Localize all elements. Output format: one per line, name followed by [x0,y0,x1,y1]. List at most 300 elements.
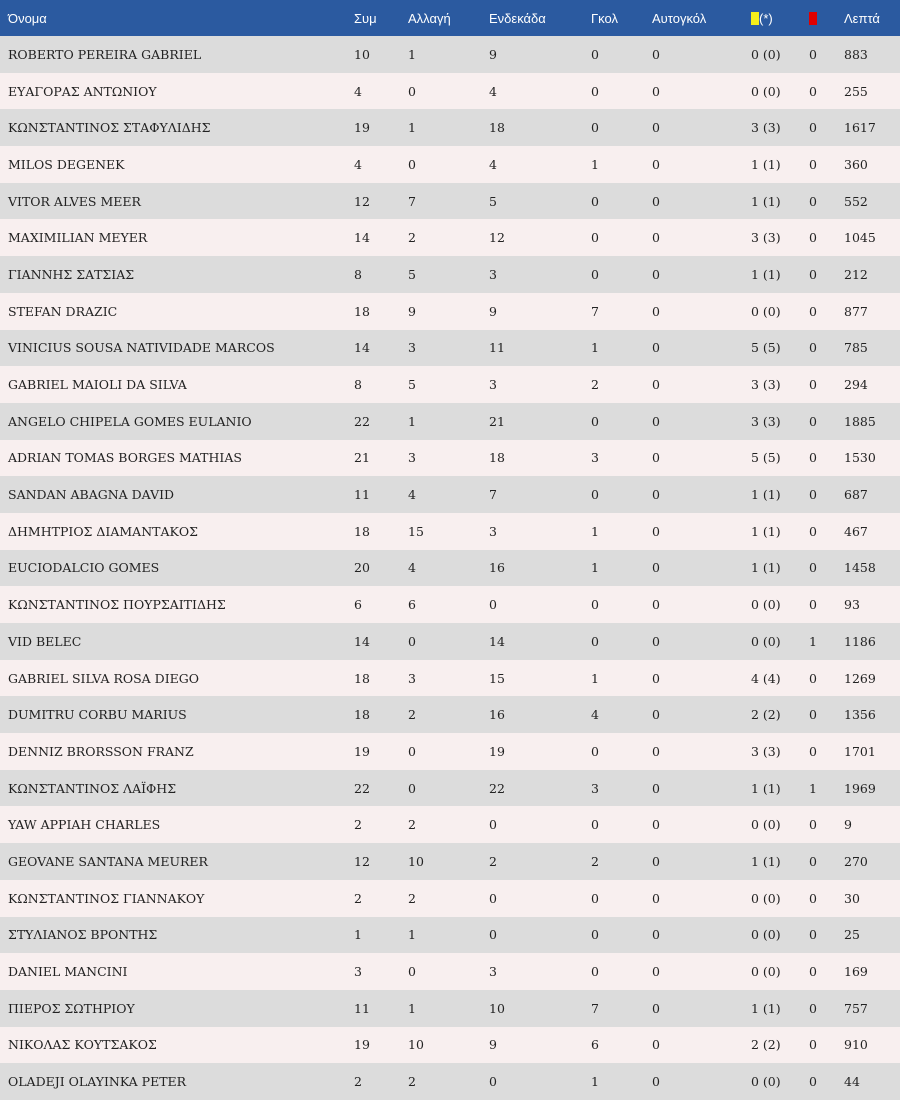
red-cards-cell: 0 [809,303,817,319]
yellow-cards-cell: 0 (0) [751,46,781,62]
yellow-cards-cell: 3 (3) [751,120,781,136]
player-name-cell[interactable]: EUCIODALCIO GOMES [8,560,160,576]
yellow-cards-cell: 0 (0) [751,1074,781,1090]
table-row [0,440,900,477]
goals-cell: 0 [591,120,599,136]
table-row [0,403,900,440]
starting-appearances-cell: 9 [489,303,497,319]
own-goals-cell: 0 [652,670,660,686]
appearances-cell: 19 [354,743,370,759]
starting-appearances-cell: 5 [489,193,497,209]
minutes-cell: 44 [844,1074,860,1090]
player-name-cell[interactable]: ANGELO CHIPELA GOMES EULANIO [8,413,252,429]
appearances-cell: 22 [354,413,370,429]
table-row [0,1063,900,1100]
goals-cell: 2 [591,853,599,869]
substitute-appearances-cell: 3 [408,340,416,356]
substitute-appearances-cell: 0 [408,743,416,759]
own-goals-cell: 0 [652,853,660,869]
red-card-icon [809,12,817,25]
own-goals-cell: 0 [652,743,660,759]
goals-cell: 0 [591,46,599,62]
starting-appearances-cell: 2 [489,853,497,869]
appearances-cell: 11 [354,1000,370,1016]
appearances-cell: 6 [354,597,362,613]
minutes-cell: 93 [844,597,860,613]
table-row [0,733,900,770]
goals-cell: 0 [591,597,599,613]
yellow-cards-cell: 3 (3) [751,377,781,393]
red-cards-cell: 0 [809,853,817,869]
header-substitute[interactable]: Αλλαγή [408,10,451,26]
header-starting[interactable]: Ενδεκάδα [489,10,546,26]
player-name-cell[interactable]: ΝΙΚΟΛΑΣ ΚΟΥΤΣΑΚΟΣ [8,1037,157,1053]
starting-appearances-cell: 0 [489,1074,497,1090]
minutes-cell: 757 [844,1000,868,1016]
yellow-cards-cell: 1 (1) [751,487,781,503]
substitute-appearances-cell: 1 [408,1000,416,1016]
yellow-cards-cell: 3 (3) [751,413,781,429]
player-name-cell[interactable]: ADRIAN TOMAS BORGES MATHIAS [8,450,242,466]
starting-appearances-cell: 12 [489,230,505,246]
goals-cell: 3 [591,780,599,796]
red-cards-cell: 0 [809,46,817,62]
table-row [0,586,900,623]
minutes-cell: 255 [844,83,868,99]
yellow-cards-cell: 1 (1) [751,156,781,172]
appearances-cell: 3 [354,964,362,980]
table-row [0,109,900,146]
red-cards-cell: 0 [809,1037,817,1053]
substitute-appearances-cell: 10 [408,1037,424,1053]
substitute-appearances-cell: 0 [408,964,416,980]
player-name-cell[interactable]: MILOS DEGENEK [8,156,125,172]
own-goals-cell: 0 [652,890,660,906]
own-goals-cell: 0 [652,927,660,943]
starting-appearances-cell: 4 [489,156,497,172]
red-cards-cell: 0 [809,927,817,943]
yellow-cards-cell: 2 (2) [751,1037,781,1053]
player-name-cell[interactable]: GABRIEL MAIOLI DA SILVA [8,377,187,393]
substitute-appearances-cell: 2 [408,707,416,723]
appearances-cell: 4 [354,156,362,172]
minutes-cell: 687 [844,487,868,503]
own-goals-cell: 0 [652,413,660,429]
table-header-row [0,0,900,36]
starting-appearances-cell: 9 [489,46,497,62]
substitute-appearances-cell: 2 [408,1074,416,1090]
table-row [0,880,900,917]
appearances-cell: 20 [354,560,370,576]
own-goals-cell: 0 [652,340,660,356]
substitute-appearances-cell: 1 [408,927,416,943]
starting-appearances-cell: 3 [489,266,497,282]
minutes-cell: 877 [844,303,868,319]
goals-cell: 0 [591,890,599,906]
substitute-appearances-cell: 0 [408,780,416,796]
table-row [0,917,900,954]
yellow-cards-cell: 0 (0) [751,817,781,833]
own-goals-cell: 0 [652,193,660,209]
header-minutes[interactable]: Λεπτά [844,10,880,26]
goals-cell: 1 [591,156,599,172]
player-name-cell[interactable]: ΕΥΑΓΟΡΑΣ ΑΝΤΩΝΙΟΥ [8,83,157,99]
player-name-cell[interactable]: YAW APPIAH CHARLES [8,817,161,833]
starting-appearances-cell: 3 [489,964,497,980]
table-row [0,293,900,330]
header-red-cards[interactable] [809,0,844,36]
own-goals-cell: 0 [652,46,660,62]
own-goals-cell: 0 [652,377,660,393]
red-cards-cell: 0 [809,230,817,246]
yellow-cards-cell: 0 (0) [751,303,781,319]
header-yellow-cards[interactable] [751,0,809,36]
starting-appearances-cell: 10 [489,1000,505,1016]
yellow-cards-cell: 1 (1) [751,853,781,869]
table-row [0,990,900,1027]
red-cards-cell: 0 [809,743,817,759]
own-goals-cell: 0 [652,266,660,282]
starting-appearances-cell: 19 [489,743,505,759]
goals-cell: 3 [591,450,599,466]
minutes-cell: 1885 [844,413,876,429]
yellow-cards-cell: 3 (3) [751,743,781,759]
yellow-cards-cell: 1 (1) [751,1000,781,1016]
yellow-cards-cell: 1 (1) [751,266,781,282]
appearances-cell: 19 [354,1037,370,1053]
substitute-appearances-cell: 4 [408,487,416,503]
substitute-appearances-cell: 1 [408,413,416,429]
starting-appearances-cell: 3 [489,377,497,393]
minutes-cell: 169 [844,964,868,980]
starting-appearances-cell: 18 [489,120,505,136]
red-cards-cell: 0 [809,266,817,282]
substitute-appearances-cell: 15 [408,523,424,539]
red-cards-cell: 1 [809,780,817,796]
own-goals-cell: 0 [652,817,660,833]
player-name-cell[interactable]: ΚΩΝΣΤΑΝΤΙΝΟΣ ΣΤΑΦΥΛΙΔΗΣ [8,120,211,136]
yellow-cards-cell: 5 (5) [751,450,781,466]
own-goals-cell: 0 [652,1037,660,1053]
minutes-cell: 1186 [844,633,876,649]
minutes-cell: 360 [844,156,868,172]
yellow-cards-cell: 3 (3) [751,230,781,246]
header-own-goals[interactable]: Αυτογκόλ [652,10,707,26]
goals-cell: 0 [591,266,599,282]
table-row [0,73,900,110]
appearances-cell: 8 [354,377,362,393]
appearances-cell: 22 [354,780,370,796]
player-name-cell[interactable]: GEOVANE SANTANA MEURER [8,853,208,869]
substitute-appearances-cell: 0 [408,156,416,172]
appearances-cell: 4 [354,83,362,99]
goals-cell: 4 [591,707,599,723]
yellow-cards-cell: 1 (1) [751,523,781,539]
appearances-cell: 18 [354,523,370,539]
own-goals-cell: 0 [652,523,660,539]
red-cards-cell: 0 [809,120,817,136]
header-appearances[interactable]: Συμ [354,10,377,26]
starting-appearances-cell: 3 [489,523,497,539]
player-name-cell[interactable]: DUMITRU CORBU MARIUS [8,707,187,723]
table-row [0,146,900,183]
player-name-cell[interactable]: ROBERTO PEREIRA GABRIEL [8,46,202,62]
own-goals-cell: 0 [652,707,660,723]
appearances-cell: 14 [354,230,370,246]
player-name-cell[interactable]: ΔΗΜΗΤΡΙΟΣ ΔΙΑΜΑΝΤΑΚΟΣ [8,523,198,539]
goals-cell: 0 [591,633,599,649]
yellow-cards-cell: 0 (0) [751,964,781,980]
header-goals[interactable]: Γκολ [591,10,618,26]
red-cards-cell: 0 [809,707,817,723]
player-name-cell[interactable]: GABRIEL SILVA ROSA DIEGO [8,670,199,686]
appearances-cell: 21 [354,450,370,466]
starting-appearances-cell: 14 [489,633,505,649]
substitute-appearances-cell: 0 [408,83,416,99]
player-name-cell[interactable]: MAXIMILIAN MEYER [8,230,148,246]
substitute-appearances-cell: 7 [408,193,416,209]
starting-appearances-cell: 4 [489,83,497,99]
substitute-appearances-cell: 2 [408,230,416,246]
goals-cell: 1 [591,560,599,576]
player-name-cell[interactable]: ΠΙΕΡΟΣ ΣΩΤΗΡΙΟΥ [8,1000,135,1016]
player-name-cell[interactable]: VITOR ALVES MEER [8,193,141,209]
goals-cell: 1 [591,670,599,686]
red-cards-cell: 0 [809,340,817,356]
appearances-cell: 18 [354,303,370,319]
minutes-cell: 552 [844,193,868,209]
table-row [0,953,900,990]
player-name-cell[interactable]: VINICIUS SOUSA NATIVIDADE MARCOS [8,340,275,356]
minutes-cell: 883 [844,46,868,62]
goals-cell: 7 [591,1000,599,1016]
player-name-cell[interactable]: ΣΤΥΛΙΑΝΟΣ ΒΡΟΝΤΗΣ [8,927,158,943]
red-cards-cell: 0 [809,413,817,429]
substitute-appearances-cell: 3 [408,670,416,686]
goals-cell: 0 [591,193,599,209]
starting-appearances-cell: 16 [489,560,505,576]
minutes-cell: 25 [844,927,860,943]
substitute-appearances-cell: 0 [408,633,416,649]
appearances-cell: 19 [354,120,370,136]
goals-cell: 0 [591,83,599,99]
starting-appearances-cell: 22 [489,780,505,796]
table-row [0,366,900,403]
red-cards-cell: 0 [809,964,817,980]
table-row [0,183,900,220]
starting-appearances-cell: 0 [489,597,497,613]
player-name-cell[interactable]: DANIEL MANCINI [8,964,128,980]
minutes-cell: 1617 [844,120,876,136]
appearances-cell: 2 [354,1074,362,1090]
appearances-cell: 8 [354,266,362,282]
own-goals-cell: 0 [652,1000,660,1016]
goals-cell: 0 [591,230,599,246]
own-goals-cell: 0 [652,1074,660,1090]
goals-cell: 0 [591,743,599,759]
own-goals-cell: 0 [652,560,660,576]
appearances-cell: 12 [354,193,370,209]
substitute-appearances-cell: 2 [408,890,416,906]
table-row [0,550,900,587]
starting-appearances-cell: 11 [489,340,505,356]
starting-appearances-cell: 0 [489,927,497,943]
header-yellow-suffix: (*) [759,10,773,26]
goals-cell: 0 [591,413,599,429]
red-cards-cell: 0 [809,193,817,209]
red-cards-cell: 0 [809,1000,817,1016]
appearances-cell: 2 [354,890,362,906]
minutes-cell: 1701 [844,743,876,759]
yellow-cards-cell: 0 (0) [751,927,781,943]
goals-cell: 0 [591,487,599,503]
red-cards-cell: 0 [809,156,817,172]
goals-cell: 0 [591,964,599,980]
table-row [0,1027,900,1064]
player-name-cell[interactable]: ΚΩΝΣΤΑΝΤΙΝΟΣ ΠΟΥΡΣΑΙΤΙΔΗΣ [8,597,226,613]
own-goals-cell: 0 [652,964,660,980]
table-row [0,623,900,660]
minutes-cell: 910 [844,1037,868,1053]
own-goals-cell: 0 [652,487,660,503]
substitute-appearances-cell: 2 [408,817,416,833]
player-name-cell[interactable]: STEFAN DRAZIC [8,303,118,319]
yellow-cards-cell: 0 (0) [751,633,781,649]
yellow-cards-cell: 0 (0) [751,890,781,906]
appearances-cell: 11 [354,487,370,503]
starting-appearances-cell: 15 [489,670,505,686]
substitute-appearances-cell: 10 [408,853,424,869]
table-row [0,843,900,880]
table-row [0,513,900,550]
goals-cell: 2 [591,377,599,393]
player-name-cell[interactable]: OLADEJI OLAYINKA PETER [8,1074,187,1090]
substitute-appearances-cell: 9 [408,303,416,319]
yellow-cards-cell: 0 (0) [751,83,781,99]
substitute-appearances-cell: 3 [408,450,416,466]
table-row [0,256,900,293]
substitute-appearances-cell: 5 [408,266,416,282]
yellow-cards-cell: 1 (1) [751,560,781,576]
table-row [0,476,900,513]
red-cards-cell: 0 [809,487,817,503]
table-row [0,660,900,697]
goals-cell: 0 [591,927,599,943]
minutes-cell: 1356 [844,707,876,723]
red-cards-cell: 0 [809,377,817,393]
starting-appearances-cell: 9 [489,1037,497,1053]
minutes-cell: 1530 [844,450,876,466]
goals-cell: 1 [591,340,599,356]
own-goals-cell: 0 [652,156,660,172]
goals-cell: 7 [591,303,599,319]
red-cards-cell: 0 [809,1074,817,1090]
yellow-cards-cell: 5 (5) [751,340,781,356]
substitute-appearances-cell: 1 [408,120,416,136]
red-cards-cell: 1 [809,633,817,649]
table-row [0,330,900,367]
goals-cell: 0 [591,817,599,833]
player-name-cell[interactable]: ΚΩΝΣΤΑΝΤΙΝΟΣ ΛΑΪΦΗΣ [8,780,177,796]
own-goals-cell: 0 [652,83,660,99]
substitute-appearances-cell: 1 [408,46,416,62]
minutes-cell: 294 [844,377,868,393]
yellow-cards-cell: 4 (4) [751,670,781,686]
yellow-cards-cell: 1 (1) [751,193,781,209]
red-cards-cell: 0 [809,450,817,466]
red-cards-cell: 0 [809,670,817,686]
minutes-cell: 270 [844,853,868,869]
yellow-cards-cell: 0 (0) [751,597,781,613]
goals-cell: 6 [591,1037,599,1053]
player-name-cell[interactable]: ΓΙΑΝΝΗΣ ΣΑΤΣΙΑΣ [8,266,135,282]
red-cards-cell: 0 [809,83,817,99]
minutes-cell: 212 [844,266,868,282]
minutes-cell: 467 [844,523,868,539]
table-row [0,806,900,843]
table-row [0,696,900,733]
player-name-cell[interactable]: SANDAN ABAGNA DAVID [8,487,175,503]
goals-cell: 1 [591,1074,599,1090]
starting-appearances-cell: 18 [489,450,505,466]
minutes-cell: 785 [844,340,868,356]
substitute-appearances-cell: 4 [408,560,416,576]
own-goals-cell: 0 [652,120,660,136]
player-name-cell[interactable]: VID BELEC [8,633,82,649]
own-goals-cell: 0 [652,450,660,466]
starting-appearances-cell: 21 [489,413,505,429]
appearances-cell: 14 [354,633,370,649]
minutes-cell: 1458 [844,560,876,576]
appearances-cell: 12 [354,853,370,869]
yellow-cards-cell: 1 (1) [751,780,781,796]
starting-appearances-cell: 7 [489,487,497,503]
minutes-cell: 1269 [844,670,876,686]
appearances-cell: 14 [354,340,370,356]
table-row [0,770,900,807]
player-name-cell[interactable]: DENNIZ BRORSSON FRANZ [8,743,194,759]
table-row [0,36,900,73]
red-cards-cell: 0 [809,597,817,613]
red-cards-cell: 0 [809,523,817,539]
red-cards-cell: 0 [809,560,817,576]
substitute-appearances-cell: 6 [408,597,416,613]
own-goals-cell: 0 [652,780,660,796]
starting-appearances-cell: 0 [489,817,497,833]
appearances-cell: 10 [354,46,370,62]
appearances-cell: 18 [354,707,370,723]
starting-appearances-cell: 0 [489,890,497,906]
player-name-cell[interactable]: ΚΩΝΣΤΑΝΤΙΝΟΣ ΓΙΑΝΝΑΚΟΥ [8,890,205,906]
own-goals-cell: 0 [652,230,660,246]
own-goals-cell: 0 [652,597,660,613]
appearances-cell: 2 [354,817,362,833]
yellow-card-icon [751,12,759,25]
yellow-cards-cell: 2 (2) [751,707,781,723]
own-goals-cell: 0 [652,633,660,649]
minutes-cell: 9 [844,817,852,833]
starting-appearances-cell: 16 [489,707,505,723]
minutes-cell: 1045 [844,230,876,246]
minutes-cell: 30 [844,890,860,906]
header-name[interactable]: Όνομα [8,10,47,26]
minutes-cell: 1969 [844,780,876,796]
goals-cell: 1 [591,523,599,539]
own-goals-cell: 0 [652,303,660,319]
substitute-appearances-cell: 5 [408,377,416,393]
red-cards-cell: 0 [809,890,817,906]
red-cards-cell: 0 [809,817,817,833]
